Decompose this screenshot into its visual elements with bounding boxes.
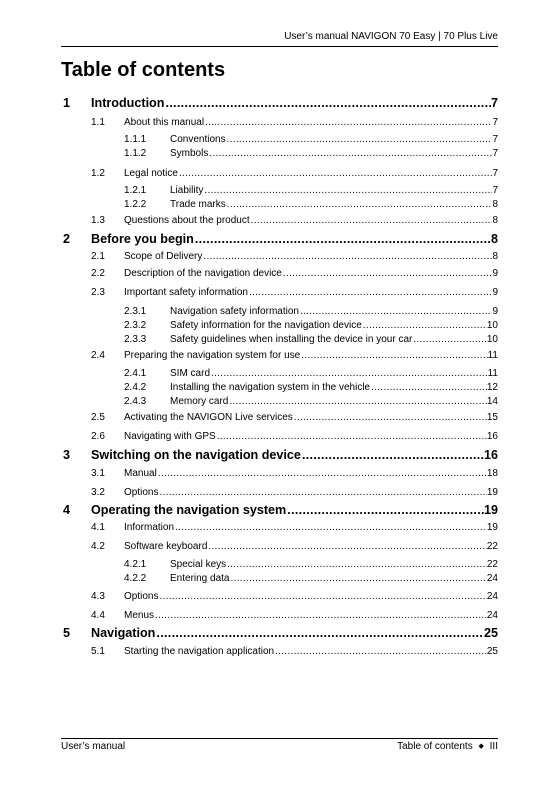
dot-leader — [302, 448, 484, 462]
page-title: Table of contents — [61, 59, 226, 81]
toc-entry-page: 8 — [492, 199, 498, 210]
toc-entry-1-1-2[interactable] — [124, 148, 498, 159]
toc-entry-page: 11 — [487, 350, 498, 361]
toc-entry-page: 11 — [487, 368, 498, 379]
toc-entry-page: 19 — [486, 487, 498, 498]
footer-rule — [61, 738, 498, 739]
toc-entry-title: Legal notice — [124, 168, 178, 179]
toc-entry-page: 8 — [492, 215, 498, 226]
toc-entry-number: 3.1 — [91, 468, 105, 479]
dot-leader — [205, 117, 492, 128]
toc-entry-title: Navigating with GPS — [124, 431, 216, 442]
toc-entry-title: Operating the navigation system — [91, 503, 287, 517]
dot-leader — [229, 396, 487, 407]
toc-entry-2-5[interactable] — [91, 412, 498, 423]
toc-entry-title: Information — [124, 522, 175, 533]
toc-entry-number: 1.1 — [91, 117, 105, 128]
toc-entry-page: 19 — [483, 503, 498, 517]
toc-entry-page: 9 — [492, 268, 498, 279]
toc-entry-number: 1 — [63, 96, 71, 110]
toc-entry-page: 7 — [492, 185, 498, 196]
toc-entry-title: Manual — [124, 468, 157, 479]
toc-entry-2-4-1[interactable] — [124, 368, 498, 379]
running-header: User’s manual NAVIGON 70 Easy | 70 Plus Live — [284, 31, 498, 42]
dot-leader — [227, 134, 493, 145]
toc-entry-page: 22 — [486, 541, 498, 552]
diamond-bullet-icon: ◆ — [478, 743, 484, 750]
toc-entry-page: 15 — [486, 412, 498, 423]
toc-entry-2-4-2[interactable] — [124, 382, 498, 393]
toc-entry-title: Activating the NAVIGON Live services — [124, 412, 293, 423]
toc-entry-1-2[interactable] — [91, 168, 498, 179]
toc-entry-number: 1.3 — [91, 215, 105, 226]
toc-entry-4[interactable] — [63, 503, 498, 517]
toc-entry-title: Scope of Delivery — [124, 251, 203, 262]
dot-leader — [287, 503, 484, 517]
toc-entry-page: 25 — [483, 626, 498, 640]
toc-entry-page: 25 — [486, 646, 498, 657]
dot-leader — [300, 306, 492, 317]
toc-entry-number: 2 — [63, 232, 71, 246]
dot-leader — [294, 412, 487, 423]
dot-leader — [203, 251, 492, 262]
toc-entry-3-2[interactable] — [91, 487, 498, 498]
toc-entry-4-4[interactable] — [91, 610, 498, 621]
dot-leader — [155, 610, 487, 621]
toc-entry-number: 2.2 — [91, 268, 105, 279]
toc-entry-number: 1.1.1 — [124, 134, 147, 145]
toc-entry-title: Trade marks — [170, 199, 226, 210]
toc-entry-number: 2.1 — [91, 251, 105, 262]
dot-leader — [413, 334, 487, 345]
dot-leader — [208, 541, 486, 552]
toc-entry-1[interactable] — [63, 96, 498, 110]
toc-entry-title: Navigation safety information — [170, 306, 299, 317]
toc-entry-number: 2.3.3 — [124, 334, 147, 345]
toc-entry-number: 2.4.2 — [124, 382, 147, 393]
toc-entry-title: Safety guidelines when installing the device in your car — [170, 334, 413, 345]
toc-entry-title: Important safety information — [124, 287, 248, 298]
toc-entry-title: Introduction — [91, 96, 165, 110]
toc-entry-title: Switching on the navigation device — [91, 448, 301, 462]
dot-leader — [195, 232, 491, 246]
toc-entry-4-2-1[interactable] — [124, 559, 498, 570]
toc-entry-4-2-2[interactable] — [124, 573, 498, 584]
toc-entry-number: 4.4 — [91, 610, 105, 621]
toc-entry-page: 22 — [486, 559, 498, 570]
toc-entry-1-1[interactable] — [91, 117, 498, 128]
toc-entry-title: Description of the navigation device — [124, 268, 282, 279]
toc-entry-4-1[interactable] — [91, 522, 498, 533]
toc-entry-number: 5.1 — [91, 646, 105, 657]
header-rule — [61, 46, 498, 47]
toc-entry-number: 2.3.2 — [124, 320, 147, 331]
toc-entry-page: 7 — [492, 117, 498, 128]
dot-leader — [249, 287, 492, 298]
toc-entry-number: 1.2 — [91, 168, 105, 179]
dot-leader — [165, 96, 491, 110]
toc-entry-title: Before you begin — [91, 232, 194, 246]
toc-entry-number: 1.2.2 — [124, 199, 147, 210]
dot-leader — [227, 199, 493, 210]
toc-entry-2-3-3[interactable] — [124, 334, 498, 345]
toc-entry-1-2-1[interactable] — [124, 185, 498, 196]
toc-entry-page: 16 — [483, 448, 498, 462]
toc-entry-2-6[interactable] — [91, 431, 498, 442]
toc-entry-number: 3.2 — [91, 487, 105, 498]
toc-entry-1-1-1[interactable] — [124, 134, 498, 145]
dot-leader — [301, 350, 487, 361]
toc-entry-page: 9 — [492, 287, 498, 298]
toc-entry-title: Installing the navigation system in the vehicle — [170, 382, 371, 393]
toc-entry-page: 18 — [486, 468, 498, 479]
toc-entry-number: 2.4.1 — [124, 368, 147, 379]
dot-leader — [363, 320, 487, 331]
toc-entry-5[interactable] — [63, 626, 498, 640]
dot-leader — [283, 268, 493, 279]
toc-entry-number: 4 — [63, 503, 71, 517]
toc-entry-number: 2.4.3 — [124, 396, 147, 407]
toc-entry-2-3-1[interactable] — [124, 306, 498, 317]
dot-leader — [227, 559, 487, 570]
toc-entry-2-3-2[interactable] — [124, 320, 498, 331]
dot-leader — [175, 522, 487, 533]
toc-entry-number: 2.6 — [91, 431, 105, 442]
toc-entry-title: Symbols — [170, 148, 209, 159]
toc-entry-4-3[interactable] — [91, 591, 498, 602]
toc-entry-title: Safety information for the navigation device — [170, 320, 362, 331]
footer-left: User’s manual — [61, 741, 126, 752]
toc-entry-title: Liability — [170, 185, 204, 196]
toc-entry-title: Navigation — [91, 626, 156, 640]
dot-leader — [275, 646, 487, 657]
toc-entry-title: Questions about the product — [124, 215, 250, 226]
toc-entry-page: 24 — [486, 610, 498, 621]
toc-entry-page: 7 — [492, 148, 498, 159]
toc-entry-2-4[interactable] — [91, 350, 498, 361]
dot-leader — [204, 185, 492, 196]
toc-entry-2-1[interactable] — [91, 251, 498, 262]
toc-entry-title: Software keyboard — [124, 541, 208, 552]
footer-page-number: III — [489, 741, 498, 752]
toc-entry-page: 12 — [486, 382, 498, 393]
toc-entry-number: 4.1 — [91, 522, 105, 533]
toc-entry-2[interactable] — [63, 232, 498, 246]
toc-entry-5-1[interactable] — [91, 646, 498, 657]
toc-entry-1-3[interactable] — [91, 215, 498, 226]
toc-entry-title: SIM card — [170, 368, 211, 379]
toc-entry-number: 1.2.1 — [124, 185, 147, 196]
toc-entry-page: 9 — [492, 306, 498, 317]
toc-entry-number: 4.2.1 — [124, 559, 147, 570]
toc-entry-number: 3 — [63, 448, 71, 462]
toc-entry-number: 5 — [63, 626, 71, 640]
dot-leader — [156, 626, 484, 640]
toc-entry-title: Options — [124, 591, 159, 602]
toc-entry-number: 1.1.2 — [124, 148, 147, 159]
toc-entry-number: 4.2 — [91, 541, 105, 552]
toc-entry-3-1[interactable] — [91, 468, 498, 479]
toc-entry-4-2[interactable] — [91, 541, 498, 552]
toc-entry-page: 10 — [486, 320, 498, 331]
toc-entry-2-3[interactable] — [91, 287, 498, 298]
toc-entry-title: Menus — [124, 610, 155, 621]
toc-entry-page: 24 — [486, 591, 498, 602]
toc-entry-title: Preparing the navigation system for use — [124, 350, 301, 361]
dot-leader — [211, 368, 488, 379]
toc-entry-3[interactable] — [63, 448, 498, 462]
toc-entry-title: Entering data — [170, 573, 230, 584]
toc-entry-title: About this manual — [124, 117, 205, 128]
toc-entry-page: 7 — [492, 168, 498, 179]
footer-section-label: Table of contents — [397, 741, 473, 752]
toc-entry-number: 2.4 — [91, 350, 105, 361]
toc-entry-1-2-2[interactable] — [124, 199, 498, 210]
toc-entry-number: 2.3 — [91, 287, 105, 298]
dot-leader — [251, 215, 493, 226]
footer-right — [397, 741, 498, 752]
toc-entry-page: 10 — [486, 334, 498, 345]
toc-entry-title: Starting the navigation application — [124, 646, 275, 657]
dot-leader — [158, 468, 487, 479]
dot-leader — [179, 168, 493, 179]
toc-entry-page: 7 — [492, 134, 498, 145]
toc-entry-page: 24 — [486, 573, 498, 584]
toc-entry-number: 2.3.1 — [124, 306, 147, 317]
toc-entry-page: 7 — [490, 96, 498, 110]
dot-leader — [371, 382, 487, 393]
dot-leader — [231, 573, 487, 584]
dot-leader — [159, 487, 486, 498]
dot-leader — [217, 431, 487, 442]
toc-entry-2-2[interactable] — [91, 268, 498, 279]
toc-entry-page: 8 — [490, 232, 498, 246]
toc-entry-page: 16 — [486, 431, 498, 442]
toc-entry-page: 14 — [486, 396, 498, 407]
toc-entry-title: Special keys — [170, 559, 227, 570]
toc-entry-number: 4.3 — [91, 591, 105, 602]
dot-leader — [159, 591, 486, 602]
toc-entry-title: Conventions — [170, 134, 226, 145]
toc-entry-2-4-3[interactable] — [124, 396, 498, 407]
toc-entry-number: 2.5 — [91, 412, 105, 423]
toc-entry-page: 19 — [486, 522, 498, 533]
dot-leader — [209, 148, 492, 159]
toc-entry-title: Memory card — [170, 396, 229, 407]
toc-entry-page: 8 — [492, 251, 498, 262]
toc-entry-number: 4.2.2 — [124, 573, 147, 584]
toc-entry-title: Options — [124, 487, 159, 498]
